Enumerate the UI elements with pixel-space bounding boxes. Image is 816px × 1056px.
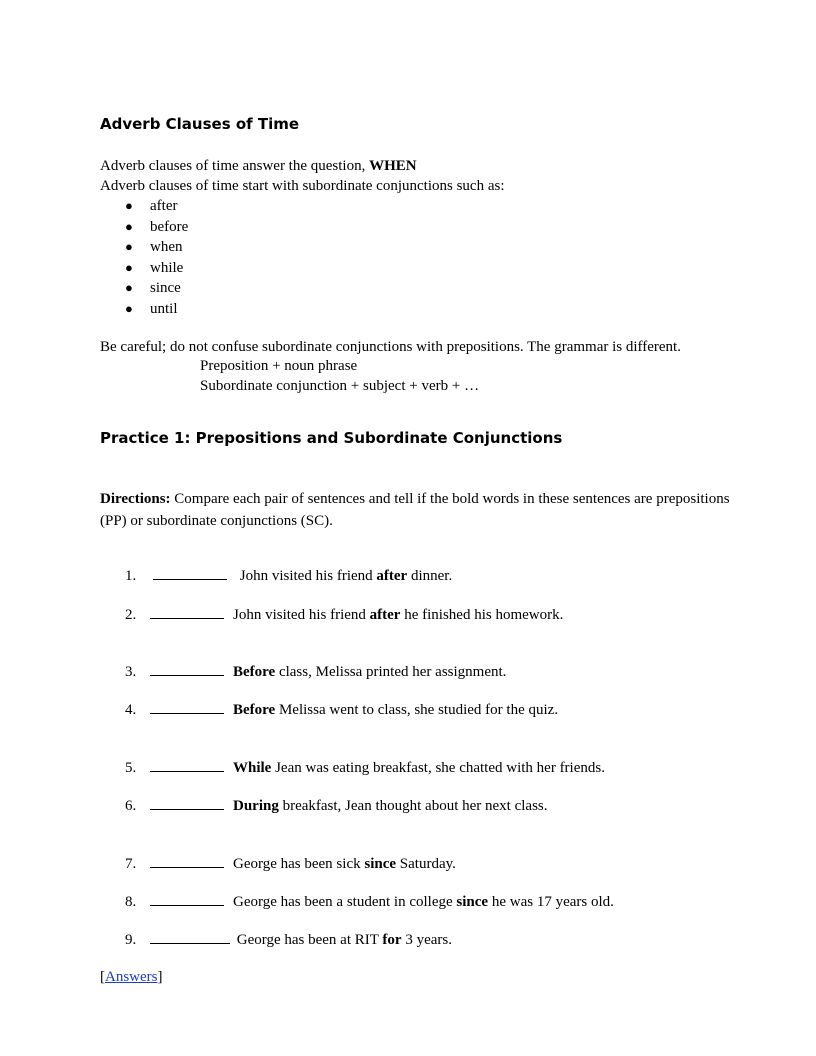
list-item: ● until <box>100 299 188 320</box>
answer-blank[interactable] <box>150 929 230 944</box>
answer-blank[interactable] <box>150 891 224 906</box>
intro-line-2: Adverb clauses of time start with subordinate conjunctions such as: <box>100 178 505 194</box>
question-7: 7. George has been sick since Saturday. <box>125 853 456 874</box>
list-item: ● after <box>100 196 188 217</box>
intro-text: Adverb clauses of time answer the question, <box>100 158 370 174</box>
bullet-icon: ● <box>125 218 133 234</box>
list-item: ● since <box>100 278 188 299</box>
question-6: 6. During breakfast, Jean thought about her next class. <box>125 795 548 816</box>
list-item: ● while <box>100 258 188 279</box>
bullet-icon: ● <box>125 259 133 275</box>
question-1: 1. John visited his friend after dinner. <box>125 565 452 586</box>
answer-blank[interactable] <box>150 661 224 676</box>
conjunction-list <box>100 196 188 320</box>
answer-blank[interactable] <box>150 604 224 619</box>
section-title: Adverb Clauses of Time <box>100 115 300 133</box>
answer-blank[interactable] <box>150 757 224 772</box>
list-item: ● before <box>100 217 188 238</box>
question-3: 3. Before class, Melissa printed her assignment. <box>125 661 506 682</box>
answer-blank[interactable] <box>153 565 227 580</box>
question-8: 8. George has been a student in college since he was 17 years old. <box>125 891 614 912</box>
question-4: 4. Before Melissa went to class, she studied for the quiz. <box>125 699 558 720</box>
question-9: 9. George has been at RIT for 3 years. <box>125 929 452 950</box>
intro-bold-when: WHEN <box>369 158 417 174</box>
list-item: ● when <box>100 237 188 258</box>
bullet-icon: ● <box>125 239 133 255</box>
bullet-icon: ● <box>125 280 133 296</box>
caution-text: Be careful; do not confuse subordinate conjunctions with prepositions. The grammar is different. <box>100 339 681 355</box>
question-2: 2. John visited his friend after he finished his homework. <box>125 604 563 625</box>
bullet-icon: ● <box>125 198 133 213</box>
directions-label: Directions: <box>100 491 171 507</box>
intro-line-1 <box>100 156 417 176</box>
answer-blank[interactable] <box>150 853 224 868</box>
answer-blank[interactable] <box>150 699 224 714</box>
directions <box>100 488 740 532</box>
practice-title: Practice 1: Prepositions and Subordinate Conjunctions <box>100 429 563 447</box>
answers-link[interactable]: Answers <box>105 969 158 985</box>
rule-subordinate: Subordinate conjunction + subject + verb + … <box>200 378 480 394</box>
rule-preposition: Preposition + noun phrase <box>200 358 358 374</box>
bullet-icon: ● <box>125 300 133 316</box>
question-5: 5. While Jean was eating breakfast, she chatted with her friends. <box>125 757 605 778</box>
answers-footer: [Answers] <box>100 969 163 985</box>
directions-text: Compare each pair of sentences and tell if the bold words in these sentences are prepositions (PP) or subordinate conjunctions (SC). <box>100 491 730 529</box>
answer-blank[interactable] <box>150 795 224 810</box>
